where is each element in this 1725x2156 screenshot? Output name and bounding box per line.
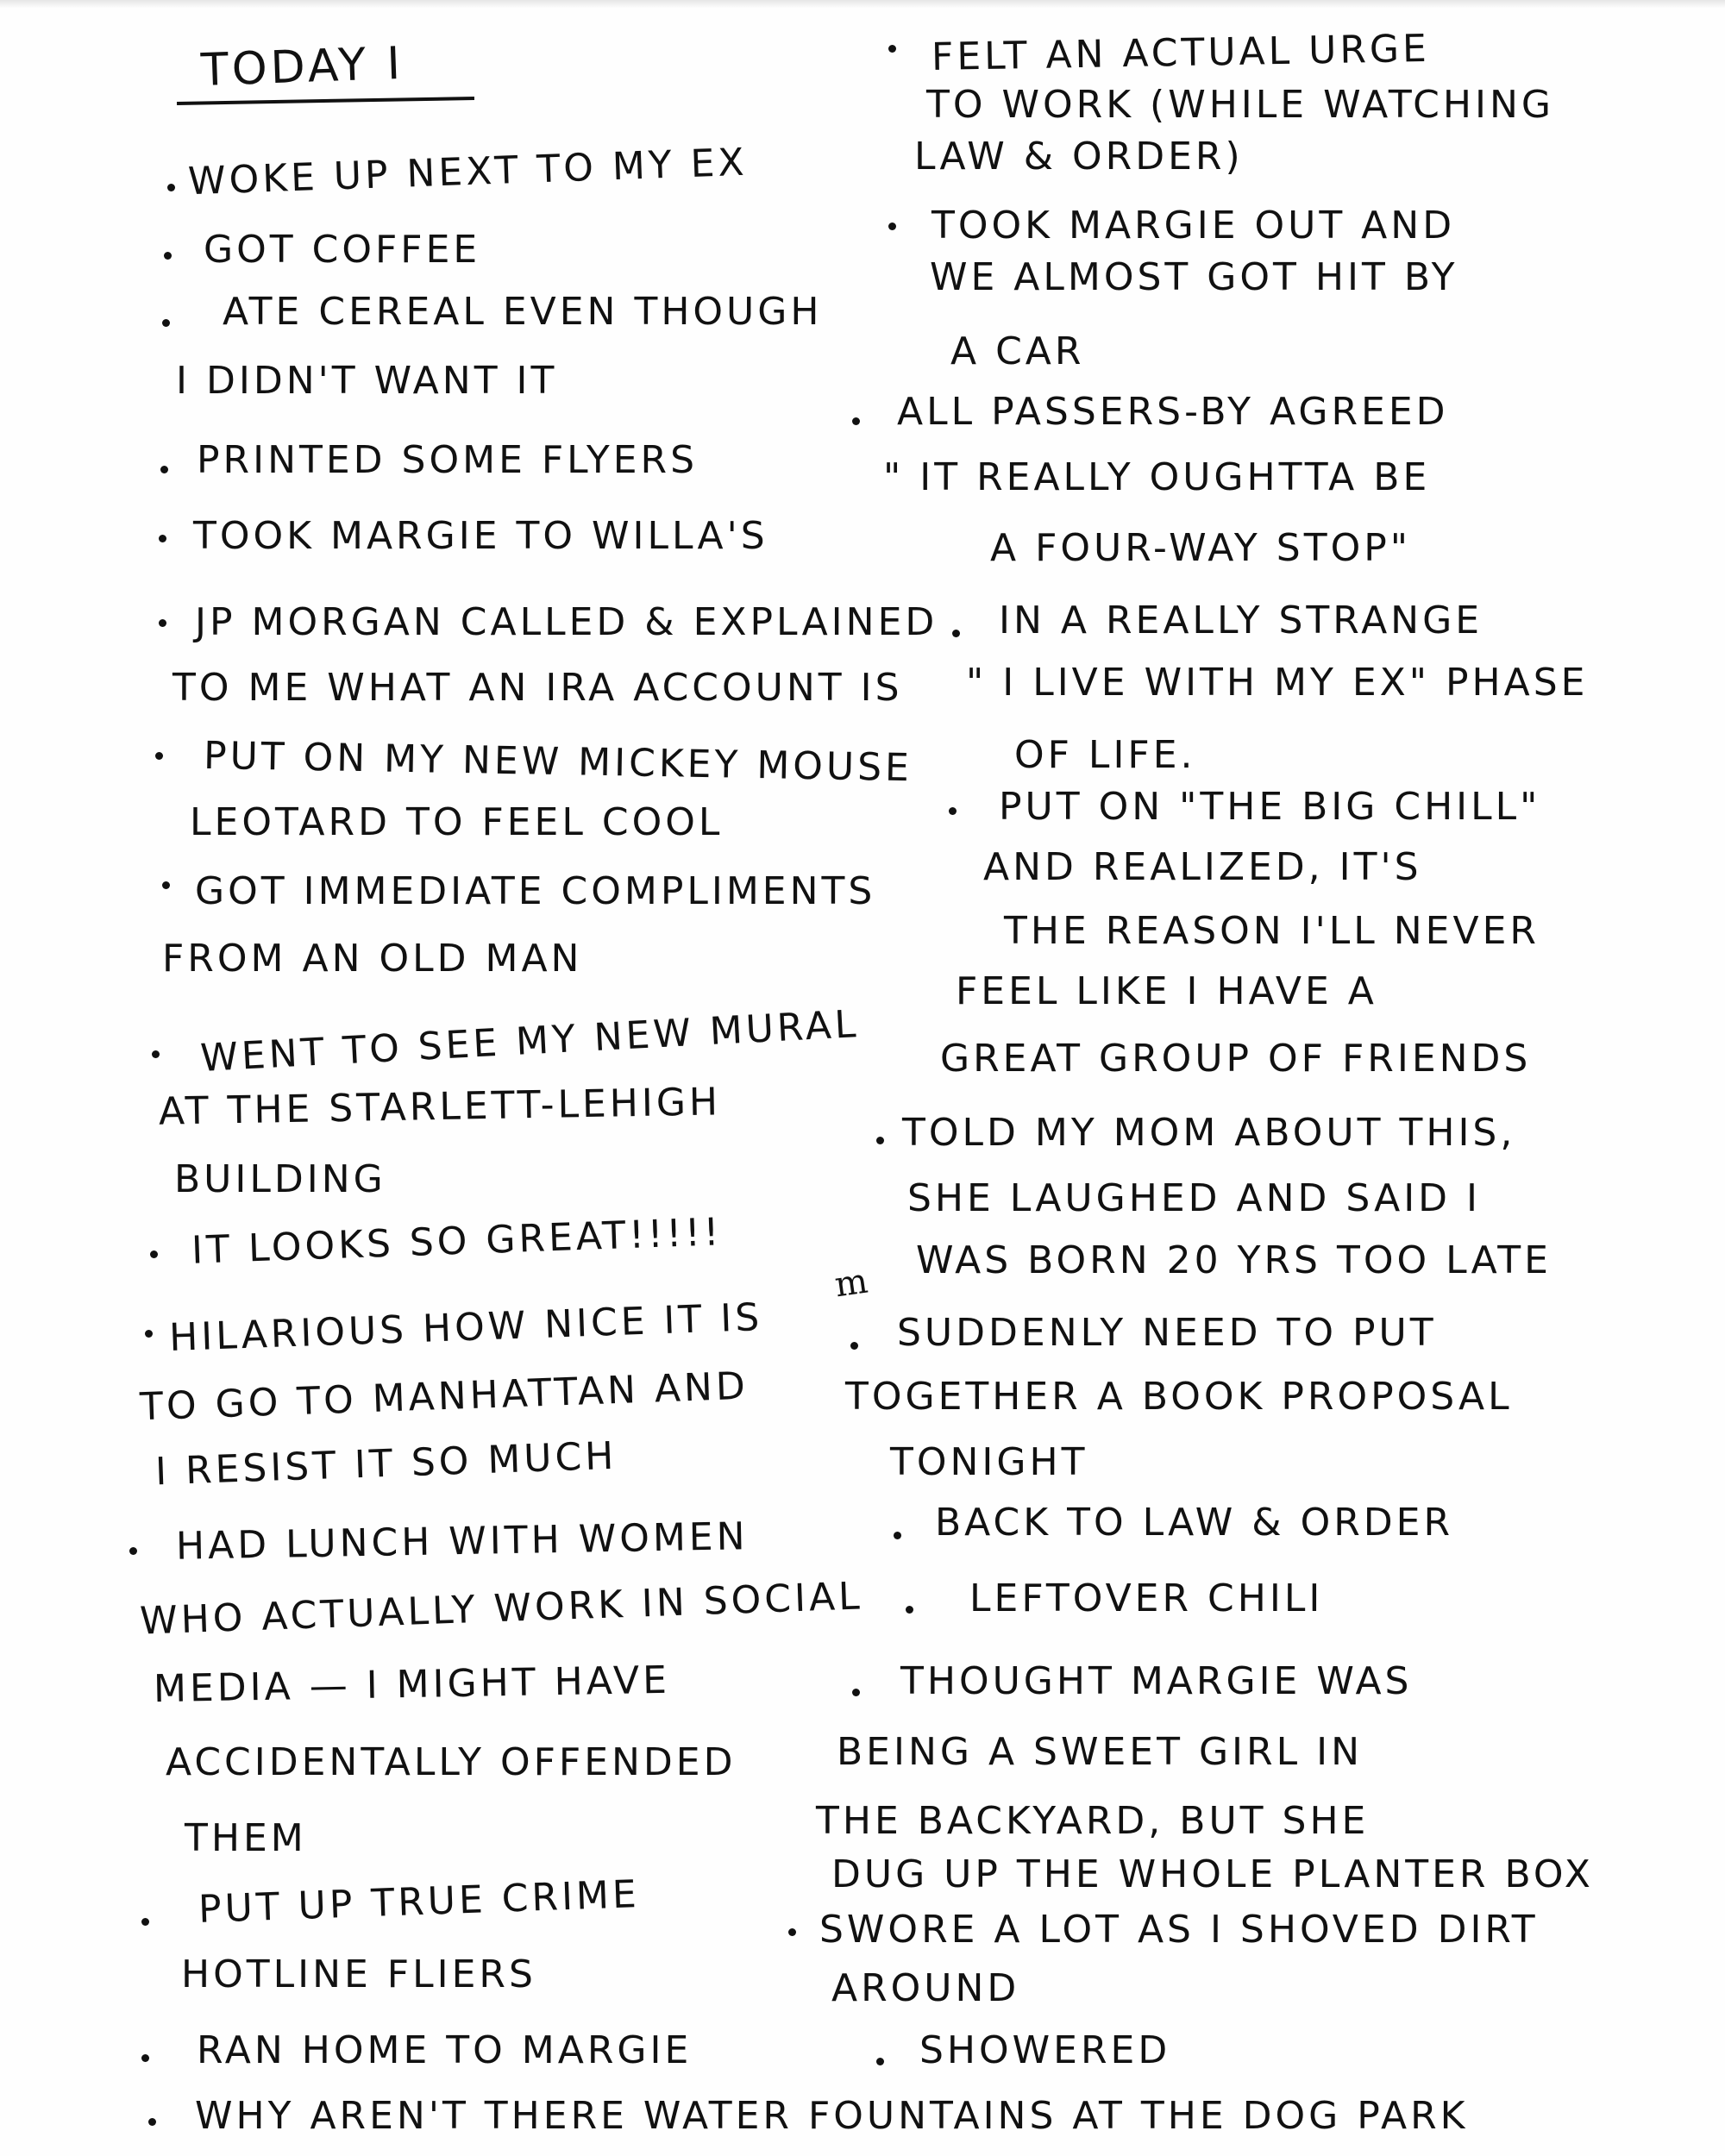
list-item-right: THOUGHT MARGIE WAS	[900, 1659, 1413, 1703]
list-item-right-continued: BEING A SWEET GIRL IN	[837, 1730, 1363, 1774]
list-item-left: IT LOOKS SO GREAT!!!!!	[191, 1210, 724, 1273]
list-item-left: PRINTED SOME FLYERS	[197, 438, 699, 482]
bullet-dot	[852, 1689, 860, 1696]
list-item-right: SWORE A LOT AS I SHOVED DIRT	[819, 1908, 1539, 1952]
list-item-right-continued: A CAR	[950, 329, 1085, 373]
list-item-left-continued: ACCIDENTALLY OFFENDED	[166, 1740, 737, 1784]
list-item-left-continued: MEDIA — I MIGHT HAVE	[153, 1658, 671, 1712]
bullet-dot	[152, 1050, 160, 1058]
list-item-left-continued: LEOTARD TO FEEL COOL	[190, 800, 724, 844]
list-item-left-continued: FROM AN OLD MAN	[162, 937, 583, 981]
list-item-left-continued: WHO ACTUALLY WORK IN SOCIAL	[139, 1574, 864, 1644]
list-item-right: ALL PASSERS-BY AGREED	[897, 390, 1449, 434]
list-item-left: PUT ON MY NEW MICKEY MOUSE	[203, 733, 913, 791]
list-item-right-continued: TO WORK (WHILE WATCHING	[926, 83, 1554, 127]
list-item-right-continued: AROUND	[831, 1966, 1020, 2010]
list-item-left-continued: AT THE STARLETT-LEHIGH	[158, 1080, 722, 1134]
bullet-dot	[167, 184, 175, 191]
list-item-left: JP MORGAN CALLED & EXPLAINED	[195, 600, 938, 644]
list-item-right-continued: DUG UP THE WHOLE PLANTER BOX	[831, 1852, 1594, 1896]
list-item-left-continued: BUILDING	[174, 1157, 386, 1201]
list-item-left: HILARIOUS HOW NICE IT IS	[168, 1295, 764, 1360]
list-item-right-continued: " I LIVE WITH MY EX" PHASE	[966, 661, 1589, 705]
list-item-left: WHY AREN'T THERE WATER FOUNTAINS AT THE DOG PARK	[195, 2094, 1469, 2138]
list-item-left: HAD LUNCH WITH WOMEN	[175, 1514, 749, 1569]
bullet-dot	[159, 619, 166, 627]
bullet-dot	[148, 2118, 156, 2126]
list-item-left-continued: HOTLINE FLIERS	[181, 1952, 536, 1996]
list-item-right-continued: LAW & ORDER)	[914, 135, 1244, 179]
bullet-dot	[949, 807, 957, 815]
bullet-dot	[159, 535, 166, 542]
list-item-left: ATE CEREAL EVEN THOUGH	[223, 290, 823, 334]
list-item-right-continued: TOGETHER A BOOK PROPOSAL	[845, 1375, 1513, 1419]
list-item-left-continued: I RESIST IT SO MUCH	[154, 1433, 618, 1495]
list-item-right-continued: AND REALIZED, IT'S	[983, 845, 1422, 889]
bullet-dot	[850, 1342, 858, 1350]
bullet-dot	[162, 319, 170, 327]
list-item-left: PUT UP TRUE CRIME	[198, 1872, 641, 1932]
list-item-right-continued: SHE LAUGHED AND SAID I	[907, 1176, 1482, 1220]
bullet-dot	[141, 1918, 149, 1926]
list-item-right-continued: OF LIFE.	[1014, 733, 1196, 777]
list-item-right-continued: THE REASON I'LL NEVER	[1004, 909, 1540, 953]
list-item-right-continued: A FOUR-WAY STOP"	[990, 526, 1411, 570]
list-item-right: PUT ON "THE BIG CHILL"	[999, 785, 1541, 829]
bullet-dot	[906, 1606, 913, 1614]
bullet-dot	[164, 252, 172, 260]
list-item-right-continued: FEEL LIKE I HAVE A	[956, 969, 1377, 1013]
bullet-dot	[162, 881, 170, 889]
list-item-right: IN A REALLY STRANGE	[999, 599, 1483, 642]
list-item-left-continued: THEM	[185, 1816, 307, 1860]
bullet-dot	[788, 1928, 796, 1936]
list-item-left-continued: TO GO TO MANHATTAN AND	[139, 1363, 750, 1430]
bullet-dot	[160, 466, 168, 473]
bullet-dot	[155, 752, 163, 760]
bullet-dot	[145, 1330, 153, 1338]
list-item-right-continued: WAS BORN 20 YRS TOO LATE	[916, 1238, 1552, 1282]
list-item-right: TOOK MARGIE OUT AND	[932, 204, 1456, 248]
list-item-left-continued: TO ME WHAT AN IRA ACCOUNT IS	[172, 666, 903, 710]
list-item-right: LEFTOVER CHILI	[969, 1576, 1324, 1620]
list-item-left: TOOK MARGIE TO WILLA'S	[193, 514, 768, 558]
list-item-right: FELT AN ACTUAL URGE	[931, 26, 1431, 80]
title-underline	[177, 97, 474, 105]
bullet-dot	[876, 1137, 884, 1144]
list-item-left-continued: I DIDN'T WANT IT	[176, 359, 558, 403]
list-item-right-continued: " IT REALLY OUGHTTA BE	[883, 455, 1431, 499]
bullet-dot	[876, 2058, 884, 2065]
bullet-dot	[129, 1547, 137, 1555]
list-item-right: SUDDENLY NEED TO PUT	[897, 1311, 1437, 1355]
bullet-dot	[952, 630, 960, 637]
page-top-edge	[0, 0, 1725, 9]
bullet-dot	[852, 417, 860, 425]
scribbled-initial: m	[831, 1261, 870, 1306]
list-item-right-continued: THE BACKYARD, BUT SHE	[816, 1799, 1370, 1843]
list-item-left: GOT IMMEDIATE COMPLIMENTS	[195, 869, 876, 913]
list-item-right: TOLD MY MOM ABOUT THIS,	[902, 1111, 1516, 1155]
page-title: TODAY I	[200, 37, 405, 97]
bullet-dot	[888, 45, 896, 53]
bullet-dot	[894, 1532, 901, 1539]
list-item-right: SHOWERED	[919, 2028, 1171, 2072]
list-item-left: WOKE UP NEXT TO MY EX	[187, 140, 749, 204]
list-item-right: BACK TO LAW & ORDER	[935, 1501, 1454, 1545]
bullet-dot	[888, 222, 896, 230]
bullet-dot	[150, 1250, 158, 1258]
list-item-left: WENT TO SEE MY NEW MURAL	[199, 1002, 861, 1081]
list-item-left: RAN HOME TO MARGIE	[197, 2028, 693, 2072]
list-item-right-continued: TONIGHT	[890, 1440, 1088, 1484]
bullet-dot	[141, 2054, 149, 2062]
list-item-left: GOT COFFEE	[204, 228, 481, 272]
list-item-right-continued: WE ALMOST GOT HIT BY	[930, 255, 1458, 299]
list-item-right-continued: GREAT GROUP OF FRIENDS	[940, 1037, 1532, 1081]
